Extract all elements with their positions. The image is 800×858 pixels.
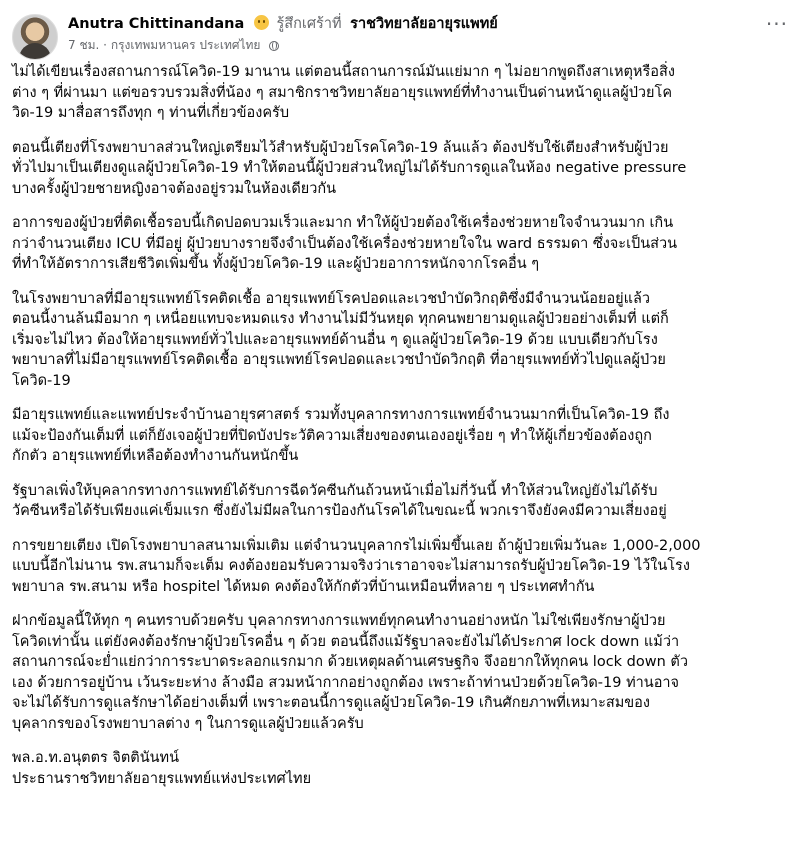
post-paragraph: มีอายุรแพทย์และแพทย์ประจำบ้านอายุรศาสตร์ รวมทั้งบุคลากรทางการแพทย์จำนวนมากที่เป็นโควิด-19 ถึง แม้จะป้องกันเต็มที่ แต่ก็ยังเจอผู้ป่วยที่ปิดบังประวัติความเสี่ยงของตนเองอยู่เรื่อย ๆ ทำให้ผู้เกี่ยวข้องต้องถูก กักตัว อายุรแพทย์ที่เหลือต้องทำงานกันหนักขึ้น — [12, 407, 670, 464]
post-paragraph: ฝากข้อมูลนี้ให้ทุก ๆ คนทราบด้วยครับ บุคลากรทางการแพทย์ทุกคนทำงานอย่างหนัก ไม่ใช่เพียงรักษาผู้ป่วย โควิดเท่านั้น แต่ยังคงต้องรักษาผู้ป่วยโรคอื่น ๆ ด้วย ตอนนี้ถึงแม้รัฐบาลจะยังไม่ได้ประกาศ lock down แม้ว่า สถานการณ์จะย่ำแย่กว่าการระบาดระลอกแรกมาก ด้วยเหตุผลด้านเศรษฐกิจ จึงอยากให้ทุกคน lock down ตัว เอง ด้วยการอยู่บ้าน เว้นระยะห่าง ล้างมือ สวมหน้ากากอย่างถูกต้อง เพราะถ้าท่านป่วยด้วยโควิด-19 ท่านอาจ จะไม่ได้รับการดูแลรักษาได้อย่างเต็มที่ เพราะตอนนี้การดูแลผู้ป่วยโควิด-19 เกินศักยภาพที่เหมาะสมของ บุคลากรของโรงพยาบาลต่าง ๆ ในการดูแลผู้ป่วยแล้วครับ — [12, 613, 688, 732]
post-body — [12, 62, 788, 789]
post-paragraph: ในโรงพยาบาลที่มีอายุรแพทย์โรคติดเชื้อ อายุรแพทย์โรคปอดและเวชบำบัดวิกฤติซึ่งมีจำนวนน้อยอยู่แล้ว ตอนนี้งานล้นมือมาก ๆ เหนื่อยแทบจะหมดแรง ทำงานไม่มีวันหยุด ทุกคนพยายามดูแลผู้ป่วยอย่างเต็มที่ แต่ก็ เริ่มจะไม่ไหว ต้องให้อายุรแพทย์ทั่วไปและอายุรแพทย์ด้านอื่น ๆ ดูแลผู้ป่วยโควิด-19 ด้วย แบบเดียวกับโรง พยาบาลที่ไม่มีอายุรแพทย์โรคติดเชื้อ อายุรแพทย์โรคปอดและเวชบำบัดวิกฤติ ที่อายุรแพทย์ทั่วไปดูแลผู้ป่วย โควิด-19 — [12, 290, 669, 389]
post-location[interactable]: กรุงเทพมหานคร ประเทศไทย — [110, 38, 261, 52]
signature-title: ประธานราชวิทยาลัยอายุรแพทย์แห่งประเทศไทย — [12, 770, 312, 787]
author-avatar[interactable] — [12, 14, 58, 60]
post-time[interactable]: 7 ชม. — [68, 38, 100, 52]
globe-icon[interactable] — [269, 41, 279, 51]
post-paragraph: ไม่ได้เขียนเรื่องสถานการณ์โควิด-19 มานาน แต่ตอนนี้สถานการณ์มันแย่มาก ๆ ไม่อยากพูดถึงสาเหตุหรือสิ่ง ต่าง ๆ ที่ผ่านมา แต่ขอรวบรวมสิ่งที่น้อง ๆ สมาชิกราชวิทยาลัยอายุรแพทย์ที่ทำงานเป็นด่านหน้าดูแลผู้ป่วยโค วิด-19 มาสื่อสารถึงทุก ๆ ท่านที่เกี่ยวข้องครับ — [12, 64, 675, 121]
author-name[interactable]: Anutra Chittinandana — [68, 16, 245, 32]
signature-name: พล.อ.ท.อนุตตร จิตตินันทน์ — [12, 750, 180, 766]
more-options-icon[interactable]: ··· — [765, 12, 788, 36]
avatar-silhouette — [19, 43, 51, 60]
post-paragraph: การขยายเตียง เปิดโรงพยาบาลสนามเพิ่มเติม แต่จำนวนบุคลากรไม่เพิ่มขึ้นเลย ถ้าผู้ป่วยเพิ่มวันละ 1,000-2,000 แบบนี้อีกไม่นาน รพ.สนามก็จะเต็ม คงต้องยอมรับความจริงว่าเราอาจจะไม่สามารถรับผู้ป่วยโควิด-19 ไว้ในโรง พยาบาล รพ.สนาม หรือ hospitel ได้หมด คงต้องให้กักตัวที่บ้านเหมือนที่หลาย ๆ ประเทศทำกัน — [12, 537, 701, 595]
post-meta — [68, 37, 279, 53]
place-link[interactable]: ราชวิทยาลัยอายุรแพทย์ — [350, 16, 498, 32]
post-paragraph: อาการของผู้ป่วยที่ติดเชื้อรอบนี้เกิดปอดบวมเร็วและมาก ทำให้ผู้ป่วยต้องใช้เครื่องช่วยหายใจจำนวนมาก เกิน กว่าจำนวนเตียง ICU ที่มีอยู่ ผู้ป่วยบางรายจึงจำเป็นต้องใช้เครื่องช่วยหายใจใน ward ธรรมดา ซึ่งจะเป็นส่วน ที่ทำให้อัตราการเสียชีวิตเพิ่มขึ้น ทั้งผู้ป่วยโควิด-19 และผู้ป่วยอาการหนักจากโรคอื่น ๆ — [12, 215, 678, 272]
meta-separator: · — [103, 38, 107, 52]
author-line — [68, 14, 498, 34]
post-paragraph: รัฐบาลเพิ่งให้บุคลากรทางการแพทย์ได้รับการฉีดวัคซีนกันถ้วนหน้าเมื่อไม่กี่วันนี้ ทำให้ส่วนใหญ่ยังไม่ได้รับ วัคซีนหรือได้รับเพียงแค่เข็มแรก ซึ่งยังไม่มีผลในการป้องกันโรคได้ในขณะนี้ พวกเราจึงยังคงมีความเสี่ยงอยู่ — [12, 482, 667, 519]
post-paragraph: ตอนนี้เตียงที่โรงพยาบาลส่วนใหญ่เตรียมไว้สำหรับผู้ป่วยโรคโควิด-19 ล้นแล้ว ต้องปรับใช้เตียงสำหรับผู้ป่วย ทั่วไปมาเป็นเตียงดูแลผู้ป่วยโควิด-19 ทำให้ตอนนี้ผู้ป่วยส่วนใหญ่ไม่ได้รับการดูแลในห้อง negative pressure บางครั้งผู้ป่วยชายหญิงอาจต้องอยู่รวมในห้องเดียวกัน — [12, 139, 687, 197]
feeling-text: รู้สึกเศร้าที่ — [276, 16, 342, 32]
sad-face-icon — [254, 15, 269, 30]
post-header — [12, 10, 788, 60]
